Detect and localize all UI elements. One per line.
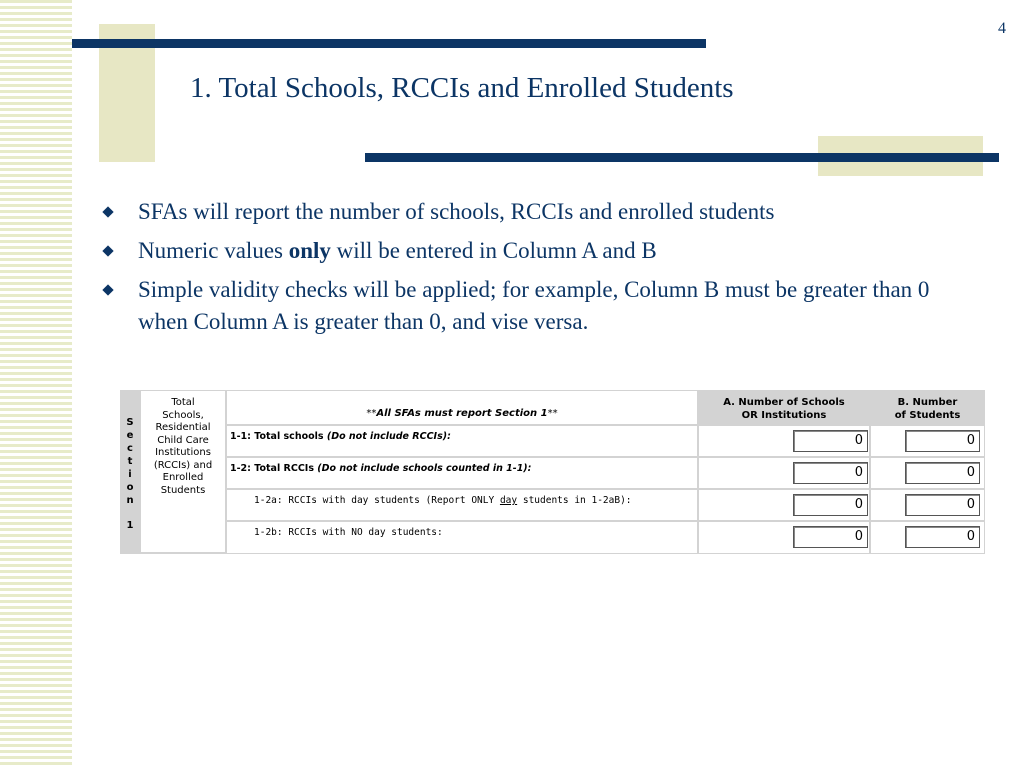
bullet-item	[100, 235, 980, 267]
description-line: Schools,	[162, 409, 204, 421]
section-number: 1	[126, 520, 134, 531]
row-1-2b-col-b-input[interactable]: 0	[905, 526, 980, 548]
row-label-text: 1-2a: RCCIs with day students (Report ONLY	[254, 495, 500, 506]
row-1-2b-col-a-input[interactable]: 0	[793, 526, 868, 548]
header-note-text: All SFAs must report Section 1	[376, 408, 548, 419]
row-1-2b-col-a-cell	[699, 522, 869, 553]
column-b-header	[871, 391, 984, 424]
bullet-emphasis: only	[288, 238, 331, 263]
bottom-title-rule	[365, 153, 999, 162]
diamond-bullet-icon	[102, 245, 113, 256]
row-label-note: (Do not include RCCIs):	[326, 431, 451, 442]
row-1-2a-col-a-cell	[699, 490, 869, 520]
slide-title: 1. Total Schools, RCCIs and Enrolled Students	[190, 72, 734, 104]
row-1-2a-col-b-input[interactable]: 0	[905, 494, 980, 516]
section-letter: o	[126, 482, 134, 493]
column-a-header-line: OR Institutions	[741, 410, 827, 421]
row-1-2-col-a-cell	[699, 458, 869, 488]
row-label-1-2	[227, 458, 697, 488]
column-b-header-line: of Students	[894, 410, 961, 421]
page-number: 4	[998, 20, 1006, 37]
description-line: Institutions	[155, 447, 211, 458]
row-1-2-col-b-cell	[871, 458, 984, 488]
row-label-note: (Do not include schools counted in 1-1):	[317, 463, 532, 474]
bullet-text: will be entered in Column A and B	[330, 238, 657, 263]
left-stripe-decoration	[0, 0, 72, 768]
bullet-item	[100, 274, 980, 338]
description-line: Residential	[155, 422, 211, 433]
row-1-1-col-b-cell	[871, 426, 984, 456]
header-note-prefix: **	[366, 408, 377, 419]
row-label-text: students in 1-2aB):	[517, 495, 632, 506]
top-title-rule	[72, 39, 706, 48]
column-b-header-line: B. Number	[897, 397, 958, 408]
column-a-header	[699, 391, 869, 424]
row-label-1-1	[227, 426, 697, 456]
row-1-2a-col-b-cell	[871, 490, 984, 520]
section-letter: e	[126, 430, 134, 441]
diamond-bullet-icon	[102, 284, 113, 295]
section-letter: c	[127, 443, 133, 454]
row-label-bold: 1-2: Total RCCIs	[230, 463, 318, 474]
row-1-2b-col-b-cell	[871, 522, 984, 553]
bullet-item	[100, 196, 980, 228]
row-1-2-col-a-input[interactable]: 0	[793, 462, 868, 484]
section-letter: t	[127, 456, 133, 467]
section-letter: S	[126, 417, 134, 428]
section-letter: i	[128, 469, 132, 480]
bullet-list	[100, 196, 980, 345]
header-note-suffix: **	[547, 408, 558, 419]
row-label-1-2b	[227, 522, 697, 553]
description-line: Enrolled	[162, 472, 204, 483]
row-label-bold: 1-1: Total schools	[230, 431, 327, 442]
diamond-bullet-icon	[102, 206, 113, 217]
bullet-text: Simple validity checks will be applied; for example, Column B must be greater than 0 when Column A is greater than 0, and vise versa.	[138, 277, 930, 334]
row-1-1-col-a-input[interactable]: 0	[793, 430, 868, 452]
row-label-text: 1-2b: RCCIs with NO day students:	[254, 527, 443, 538]
section-header-note	[227, 391, 697, 424]
row-1-2a-col-a-input[interactable]: 0	[793, 494, 868, 516]
description-line: (RCCIs) and	[153, 459, 213, 471]
section-letter: n	[126, 495, 134, 506]
row-label-underlined: day	[499, 495, 518, 506]
section-description	[141, 391, 225, 552]
bullet-text: SFAs will report the number of schools, RCCIs and enrolled students	[138, 199, 775, 224]
row-1-1-col-a-cell	[699, 426, 869, 456]
row-label-1-2a	[227, 490, 697, 520]
form-grid	[140, 390, 985, 554]
section-label-strip	[120, 390, 140, 554]
row-1-1-col-b-input[interactable]: 0	[905, 430, 980, 452]
column-a-header-line: A. Number of Schools	[723, 397, 845, 408]
bullet-text: Numeric values	[138, 238, 289, 263]
description-line: Total	[171, 397, 195, 408]
row-1-2-col-b-input[interactable]: 0	[905, 462, 980, 484]
description-line: Students	[160, 484, 206, 496]
form-screenshot	[120, 390, 985, 554]
description-line: Child Care	[157, 434, 209, 446]
